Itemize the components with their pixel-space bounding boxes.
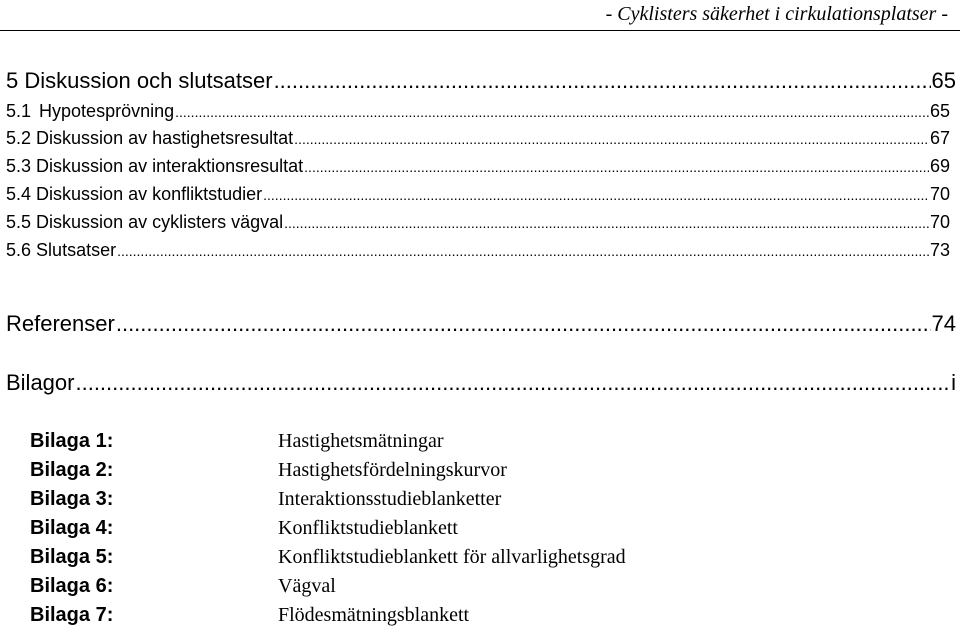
toc-leader [116, 311, 931, 337]
toc-label: Diskussion av interaktionsresultat [36, 156, 304, 176]
toc-section [6, 240, 950, 264]
toc-page-number: 65 [931, 68, 956, 93]
toc-leader [294, 128, 929, 149]
toc-chapter-5 [6, 68, 956, 96]
toc-label: Diskussion av hastighetsresultat [36, 128, 294, 148]
toc-section-number: 5.3 [6, 156, 32, 176]
toc-label: Slutsatser [36, 240, 117, 260]
appendix-row [30, 575, 890, 604]
toc-section-number: 5.2 [6, 128, 32, 148]
toc-section [6, 184, 950, 208]
toc-section-number: 5.5 [6, 212, 32, 232]
appendix-title: Hastighetsmätningar [278, 430, 444, 452]
appendix-id: Bilaga 1: [30, 430, 114, 452]
toc-page-number: 67 [929, 128, 950, 148]
appendix-id: Bilaga 7: [30, 604, 114, 626]
appendix-title: Hastighetsfördelningskurvor [278, 459, 507, 481]
appendix-title: Vägval [278, 575, 336, 597]
appendix-id: Bilaga 3: [30, 488, 114, 510]
toc-section [6, 212, 950, 236]
toc-label: Diskussion av cyklisters vägval [36, 212, 284, 232]
toc-page-number: 74 [931, 311, 956, 336]
toc-section-number: 5.1 [6, 101, 32, 121]
toc-page-number: i [951, 370, 956, 395]
toc-references [6, 311, 956, 339]
toc-label: Diskussion av konfliktstudier [36, 184, 263, 204]
page-header [0, 0, 960, 31]
appendix-id: Bilaga 2: [30, 459, 114, 481]
toc-section-number: 5.4 [6, 184, 32, 204]
toc-leader [175, 101, 929, 122]
toc-label: Hypotesprövning [39, 101, 175, 121]
appendix-row [30, 546, 890, 575]
appendix-title: Konfliktstudieblankett för allvarlighetsgrad [278, 546, 626, 568]
toc-leader [284, 212, 929, 233]
toc-page-number: 70 [929, 212, 950, 232]
toc-leader [263, 184, 929, 205]
toc-leader [304, 156, 929, 177]
toc-label: Referenser [6, 311, 115, 336]
toc-section [6, 156, 950, 180]
toc-page-number: 70 [929, 184, 950, 204]
appendix-id: Bilaga 4: [30, 517, 114, 539]
appendix-id: Bilaga 5: [30, 546, 114, 568]
appendix-title: Konfliktstudieblankett [278, 517, 458, 539]
toc-page-number: 65 [929, 101, 950, 121]
toc-leader [117, 240, 929, 261]
appendix-list [30, 430, 890, 633]
appendix-row [30, 488, 890, 517]
toc-label: Bilagor [6, 370, 75, 395]
toc-appendices [6, 370, 956, 398]
toc-section [6, 101, 950, 125]
toc-section-number: 5.6 [6, 240, 32, 260]
appendix-id: Bilaga 6: [30, 575, 114, 597]
appendix-row [30, 604, 890, 633]
appendix-row [30, 459, 890, 488]
toc-leader [75, 370, 950, 396]
toc-section [6, 128, 950, 152]
appendix-title: Flödesmätningsblankett [278, 604, 470, 626]
appendix-row [30, 517, 890, 546]
toc-page-number: 69 [929, 156, 950, 176]
running-title: - Cyklisters säkerhet i cirkulationsplatser - [605, 3, 948, 25]
appendix-row [30, 430, 890, 459]
toc-page-number: 73 [929, 240, 950, 260]
toc-label: 5 Diskussion och slutsatser [6, 68, 273, 93]
appendix-title: Interaktionsstudieblanketter [278, 488, 502, 510]
toc-leader [274, 68, 931, 94]
